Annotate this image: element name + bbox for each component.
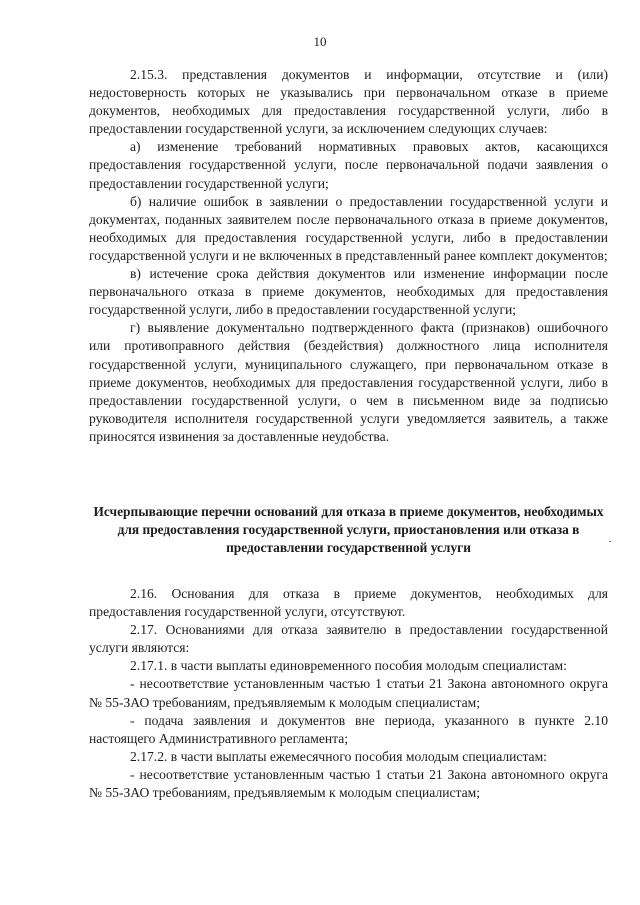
paragraph-item-b: б) наличие ошибок в заявлении о предоставлении государственной услуги и документах, поданных заявителем после первоначального отказа в приеме документов, необходимых для предоставления государственной услуги, либо в предоставлении государственной услуги и не включенных в представленный ранее комплект документов; <box>89 193 608 263</box>
paragraph-2-15-3: 2.15.3. представления документов и информации, отсутствие и (или) недостоверность которых не указывались при первоначальном отказе в приеме документов, необходимых для предоставления государственной услуги, либо в предоставлении государственной услуги, за исключением следующих случаев: <box>89 67 608 137</box>
section-heading: Исчерпывающие перечни оснований для отказа в приеме документов, необходимых для предоставления государственной услуги, приостановления или отказа в предоставлении государственной услуги <box>93 504 604 556</box>
paragraph-2-17-2: 2.17.2. в части выплаты ежемесячного пособия молодым специалистам: <box>130 748 547 764</box>
paragraph-item-g: г) выявление документально подтвержденного факта (признаков) ошибочного или противоправного действия (бездействия) должностного лица исполнителя государственной услуги, муниципального служащего, при первоначальном отказе в приеме документов, необходимых для предоставления государственной услуги, либо в предоставлении государственной услуги, о чем в письменном виде за подписью руководителя исполнителя государственной услуги уведомляется заявитель, а также приносятся извинения за доставленные неудобства. <box>89 320 608 444</box>
margin-mark <box>609 541 611 542</box>
section-2-16-2-17 <box>89 585 608 802</box>
paragraph-item-v: в) истечение срока действия документов или изменение информации после первоначального отказа в приеме документов, необходимых для предоставления государственной услуги, либо в предоставлении государственной услуги; <box>89 266 608 318</box>
paragraph-2-17: 2.17. Основаниями для отказа заявителю в предоставлении государственной услуги являются: <box>89 622 608 656</box>
paragraph-item-a: а) изменение требований нормативных правовых актов, касающихся предоставления государственной услуги, после первоначальной подачи заявления о предоставлении государственной услуги; <box>89 139 608 191</box>
list-item-period: - подача заявления и документов вне периода, указанного в пункте 2.10 настоящего Административного регламента; <box>89 712 608 746</box>
page-number: 10 <box>313 34 327 49</box>
section-2-15-3 <box>89 66 608 446</box>
paragraph-2-16: 2.16. Основания для отказа в приеме документов, необходимых для предоставления государственной услуги, отсутствуют. <box>89 586 608 620</box>
list-item-requirements-2: - несоответствие установленным частью 1 статьи 21 Закона автономного округа № 55-ЗАО требованиям, предъявляемым к молодым специалистам; <box>89 766 608 801</box>
list-item-requirements-1: - несоответствие установленным частью 1 статьи 21 Закона автономного округа № 55-ЗАО требованиям, предъявляемым к молодым специалистам; <box>89 676 608 710</box>
paragraph-2-17-1: 2.17.1. в части выплаты единовременного пособия молодым специалистам: <box>130 658 567 674</box>
